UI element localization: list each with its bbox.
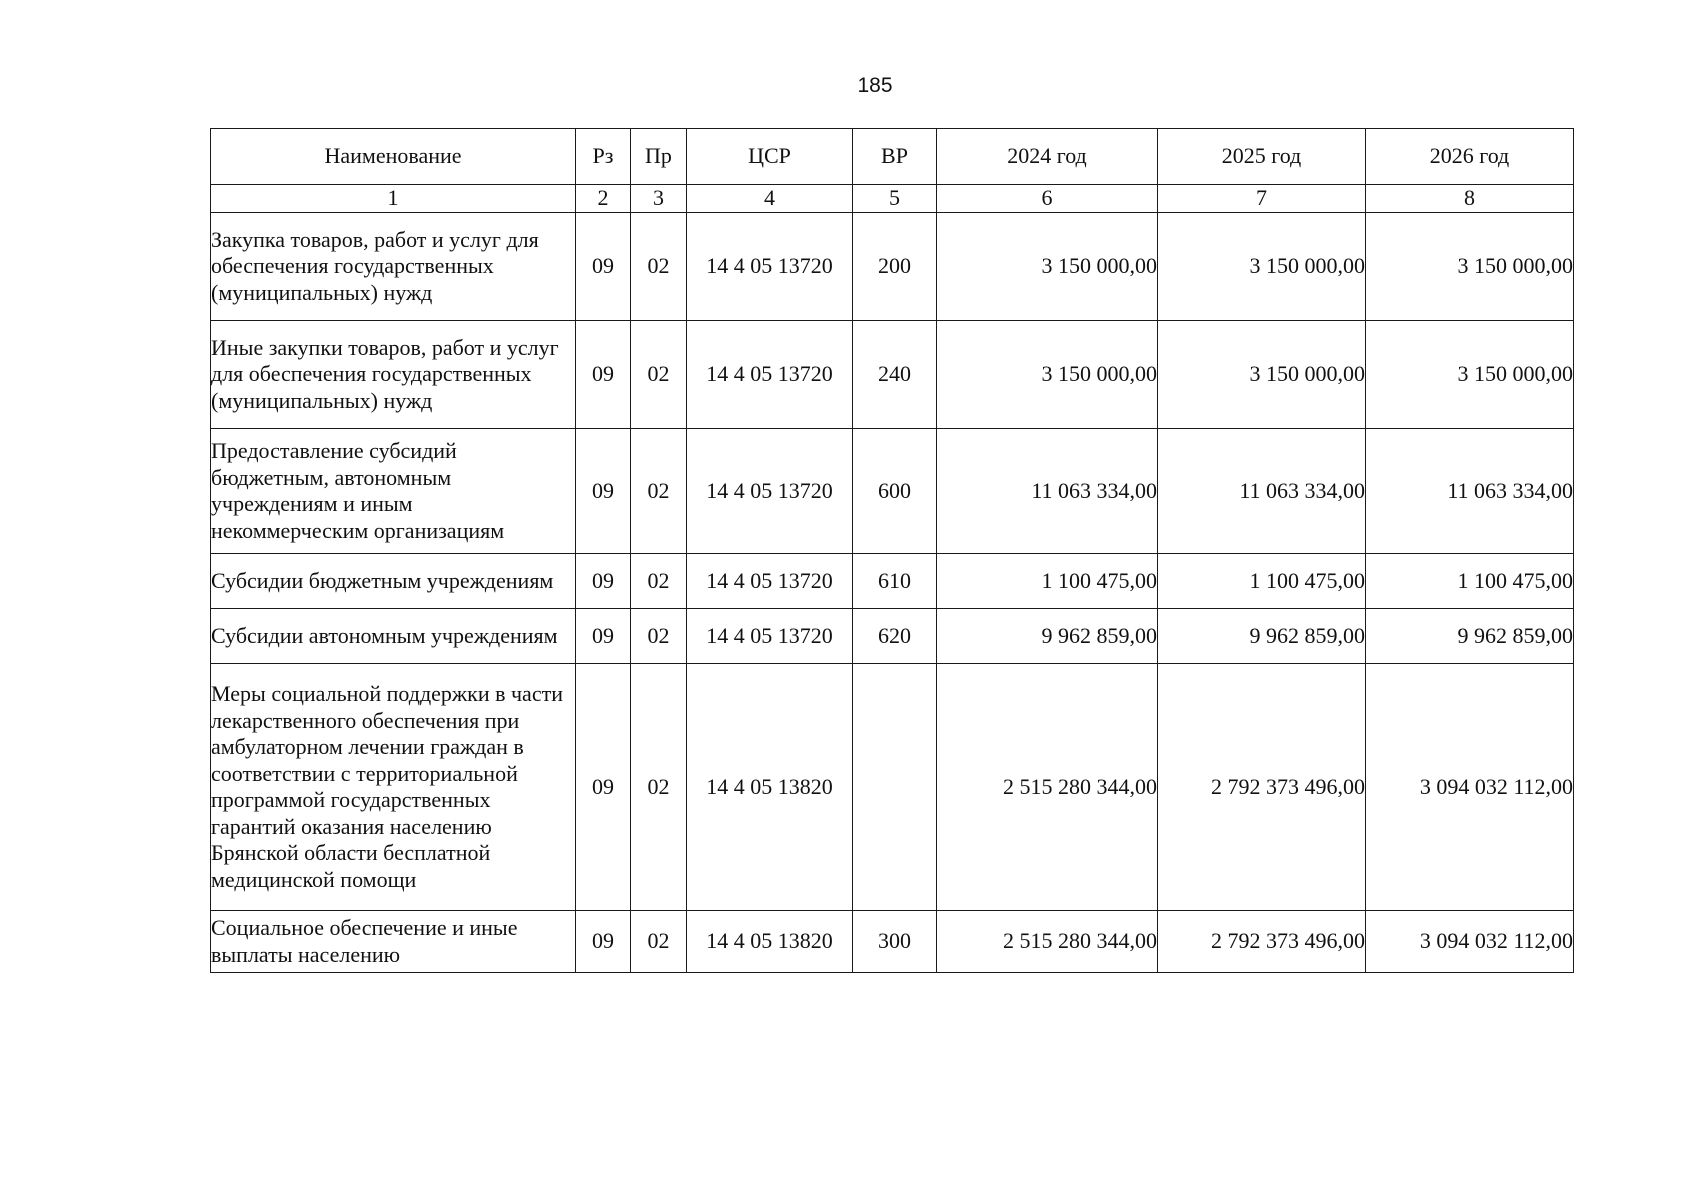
row-vr bbox=[853, 664, 937, 911]
row-amount-2024: 1 100 475,00 bbox=[937, 554, 1158, 609]
row-amount-2025: 11 063 334,00 bbox=[1158, 429, 1366, 554]
budget-table bbox=[210, 128, 1574, 973]
row-rz: 09 bbox=[576, 429, 631, 554]
table-row bbox=[211, 429, 1574, 554]
row-amount-2024: 2 515 280 344,00 bbox=[937, 664, 1158, 911]
row-amount-2024: 9 962 859,00 bbox=[937, 609, 1158, 664]
row-rz: 09 bbox=[576, 554, 631, 609]
row-vr: 200 bbox=[853, 213, 937, 321]
row-csr: 14 4 05 13820 bbox=[687, 911, 853, 973]
row-pr: 02 bbox=[631, 911, 687, 973]
header-vr: ВР bbox=[853, 129, 937, 185]
header-pr: Пр bbox=[631, 129, 687, 185]
row-name: Меры социальной поддержки в части лекарственного обеспечения при амбулаторном лечении граждан в соответствии с территориальной программой государственных гарантий оказания населению Брянской области бесплатной медицинской помощи bbox=[211, 664, 576, 911]
column-number: 8 bbox=[1366, 185, 1574, 213]
row-pr: 02 bbox=[631, 664, 687, 911]
table-row bbox=[211, 664, 1574, 911]
row-csr: 14 4 05 13720 bbox=[687, 554, 853, 609]
row-amount-2026: 3 150 000,00 bbox=[1366, 321, 1574, 429]
row-vr: 240 bbox=[853, 321, 937, 429]
row-vr: 610 bbox=[853, 554, 937, 609]
row-rz: 09 bbox=[576, 609, 631, 664]
row-amount-2025: 1 100 475,00 bbox=[1158, 554, 1366, 609]
row-amount-2025: 3 150 000,00 bbox=[1158, 321, 1366, 429]
page-number: 185 bbox=[857, 74, 893, 97]
row-vr: 300 bbox=[853, 911, 937, 973]
row-amount-2024: 11 063 334,00 bbox=[937, 429, 1158, 554]
row-csr: 14 4 05 13820 bbox=[687, 664, 853, 911]
row-pr: 02 bbox=[631, 321, 687, 429]
column-number: 1 bbox=[211, 185, 576, 213]
row-csr: 14 4 05 13720 bbox=[687, 213, 853, 321]
row-amount-2024: 2 515 280 344,00 bbox=[937, 911, 1158, 973]
row-rz: 09 bbox=[576, 664, 631, 911]
row-pr: 02 bbox=[631, 429, 687, 554]
table-row bbox=[211, 321, 1574, 429]
row-amount-2025: 9 962 859,00 bbox=[1158, 609, 1366, 664]
row-csr: 14 4 05 13720 bbox=[687, 609, 853, 664]
header-2025: 2025 год bbox=[1158, 129, 1366, 185]
row-amount-2024: 3 150 000,00 bbox=[937, 213, 1158, 321]
row-pr: 02 bbox=[631, 213, 687, 321]
header-2026: 2026 год bbox=[1366, 129, 1574, 185]
row-name: Социальное обеспечение и иные выплаты населению bbox=[211, 911, 576, 973]
row-amount-2026: 11 063 334,00 bbox=[1366, 429, 1574, 554]
row-rz: 09 bbox=[576, 321, 631, 429]
row-amount-2026: 3 150 000,00 bbox=[1366, 213, 1574, 321]
column-number: 6 bbox=[937, 185, 1158, 213]
header-rz: Рз bbox=[576, 129, 631, 185]
row-name: Субсидии бюджетным учреждениям bbox=[211, 554, 576, 609]
header-name: Наименование bbox=[211, 129, 576, 185]
table-row bbox=[211, 213, 1574, 321]
column-number: 4 bbox=[687, 185, 853, 213]
row-amount-2026: 3 094 032 112,00 bbox=[1366, 664, 1574, 911]
header-row bbox=[211, 129, 1574, 185]
row-vr: 620 bbox=[853, 609, 937, 664]
column-number: 2 bbox=[576, 185, 631, 213]
row-csr: 14 4 05 13720 bbox=[687, 321, 853, 429]
row-rz: 09 bbox=[576, 213, 631, 321]
header-csr: ЦСР bbox=[687, 129, 853, 185]
row-name: Иные закупки товаров, работ и услуг для обеспечения государственных (муниципальных) нужд bbox=[211, 321, 576, 429]
header-2024: 2024 год bbox=[937, 129, 1158, 185]
row-name: Предоставление субсидий бюджетным, автономным учреждениям и иным некоммерческим организациям bbox=[211, 429, 576, 554]
row-name: Закупка товаров, работ и услуг для обеспечения государственных (муниципальных) нужд bbox=[211, 213, 576, 321]
row-name: Субсидии автономным учреждениям bbox=[211, 609, 576, 664]
table-row bbox=[211, 911, 1574, 973]
row-pr: 02 bbox=[631, 554, 687, 609]
row-amount-2025: 2 792 373 496,00 bbox=[1158, 664, 1366, 911]
row-csr: 14 4 05 13720 bbox=[687, 429, 853, 554]
column-number: 5 bbox=[853, 185, 937, 213]
column-number: 3 bbox=[631, 185, 687, 213]
row-amount-2025: 2 792 373 496,00 bbox=[1158, 911, 1366, 973]
table-row bbox=[211, 609, 1574, 664]
row-rz: 09 bbox=[576, 911, 631, 973]
table-row bbox=[211, 554, 1574, 609]
row-amount-2026: 1 100 475,00 bbox=[1366, 554, 1574, 609]
row-amount-2026: 9 962 859,00 bbox=[1366, 609, 1574, 664]
column-number-row bbox=[211, 185, 1574, 213]
row-amount-2026: 3 094 032 112,00 bbox=[1366, 911, 1574, 973]
row-amount-2025: 3 150 000,00 bbox=[1158, 213, 1366, 321]
column-number: 7 bbox=[1158, 185, 1366, 213]
row-amount-2024: 3 150 000,00 bbox=[937, 321, 1158, 429]
row-pr: 02 bbox=[631, 609, 687, 664]
row-vr: 600 bbox=[853, 429, 937, 554]
